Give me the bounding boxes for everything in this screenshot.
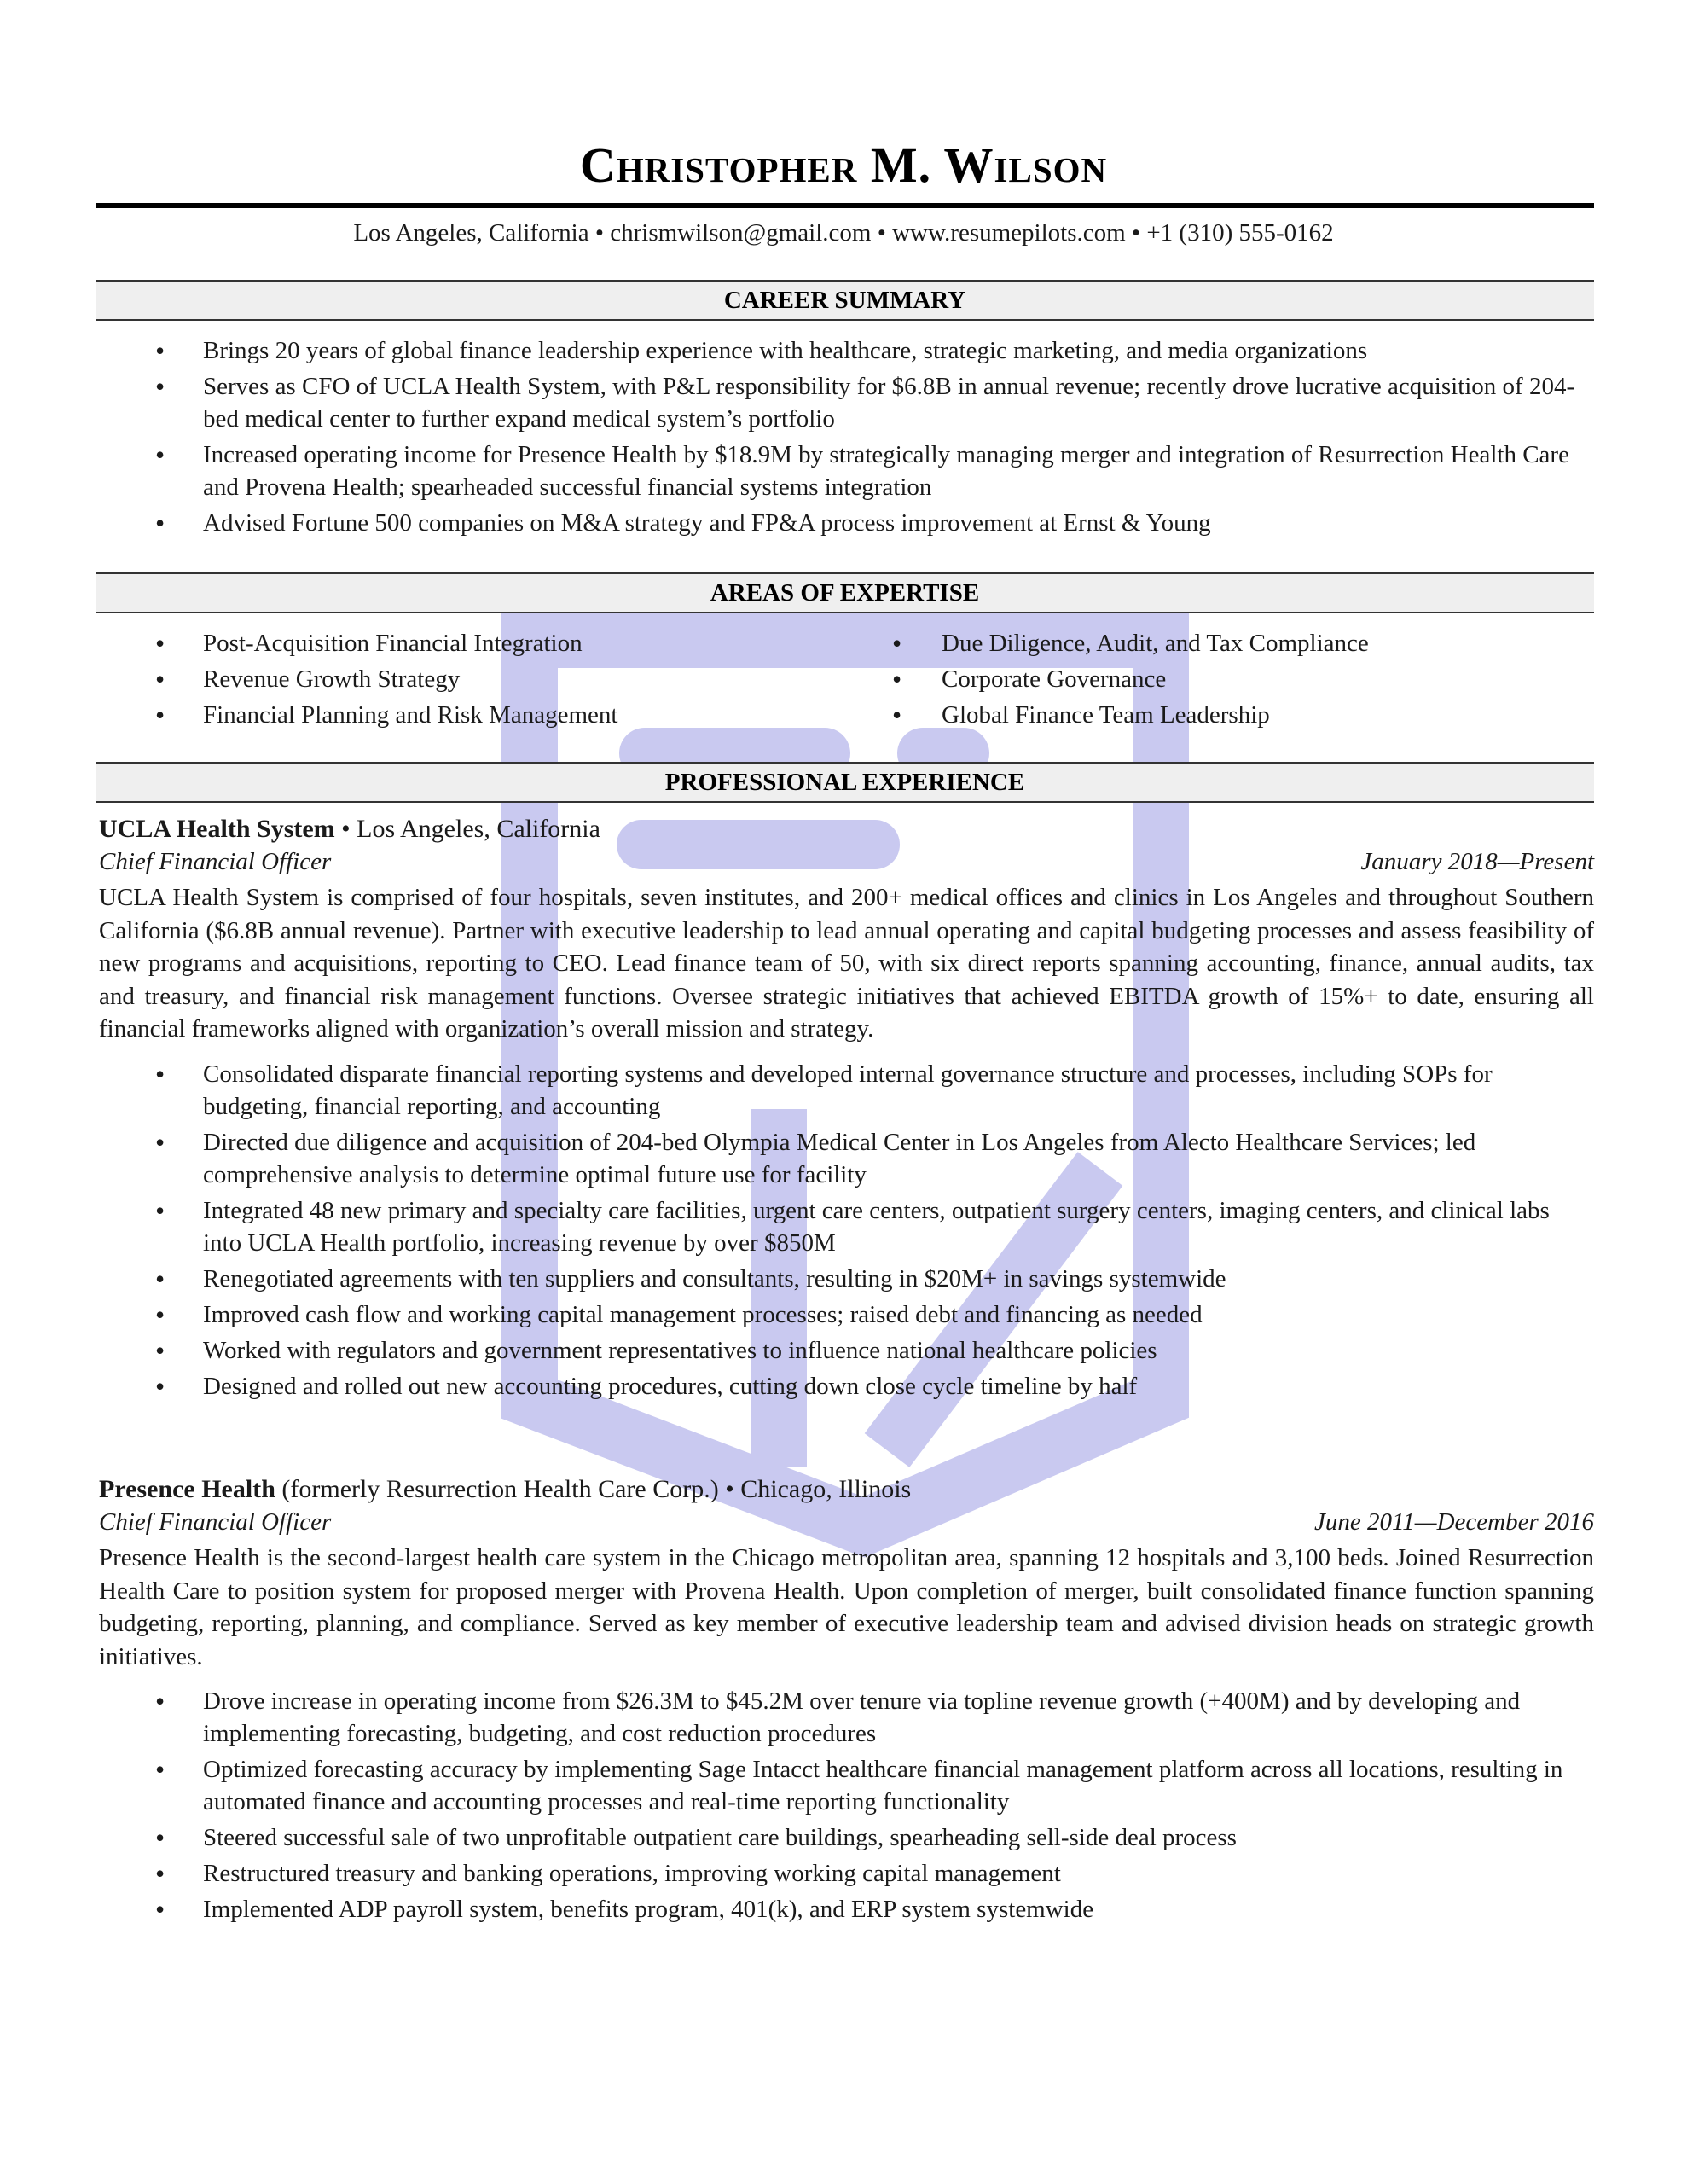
section-areas-of-expertise: AREAS OF EXPERTISE — [96, 572, 1594, 613]
list-item: • Optimized forecasting accuracy by implementing Sage Intacct healthcare financial management platform across all locations, resulting in automated finance and accounting processes and real-time reporting functionality — [99, 1753, 1594, 1818]
job-heading — [99, 1473, 1594, 1506]
job-title: Chief Financial Officer — [99, 1508, 332, 1536]
career-summary-list — [99, 334, 1594, 543]
list-item: • Integrated 48 new primary and specialty care facilities, urgent care centers, outpatient surgery centers, imaging centers, and clinical labs into UCLA Health portfolio, increasing revenue by over $850M — [99, 1194, 1594, 1259]
section-career-summary: CAREER SUMMARY — [96, 280, 1594, 321]
job-ucla — [99, 813, 1594, 1406]
job-heading — [99, 813, 1594, 845]
list-item: • Revenue Growth Strategy — [99, 663, 892, 695]
job-presence-health — [99, 1473, 1594, 1929]
list-item: • Financial Planning and Risk Management — [99, 699, 892, 731]
list-item: • Improved cash flow and working capital management processes; raised debt and financing as needed — [99, 1298, 1594, 1331]
list-item: • Designed and rolled out new accounting procedures, cutting down close cycle timeline by half — [99, 1370, 1594, 1403]
job-description: UCLA Health System is comprised of four hospitals, seven institutes, and 200+ medical offices and clinics in Los Angeles and throughout Southern California ($6.8B annual revenue). Partner with executive leadership to lead annual operating and capital budgeting processes and assess feasibility of new programs and acquisitions, reporting to CEO. Lead finance team of 50, with six direct reports spanning accounting, finance, annual audits, tax and treasury, and financial risk management functions. Oversee strategic initiatives that achieved EBITDA growth of 15%+ to date, ensuring all financial frameworks aligned with organization’s overall mission and strategy. — [99, 884, 1594, 1043]
job-title: Chief Financial Officer — [99, 848, 332, 875]
company-location: • Los Angeles, California — [334, 815, 600, 843]
list-item: • Renegotiated agreements with ten suppliers and consultants, resulting in $20M+ in savings systemwide — [99, 1263, 1594, 1295]
list-item: • Corporate Governance — [892, 663, 1369, 695]
expertise-list — [99, 627, 1594, 735]
list-item: • Worked with regulators and government representatives to influence national healthcare policies — [99, 1334, 1594, 1367]
list-item: • Global Finance Team Leadership — [892, 699, 1369, 731]
list-item: • Increased operating income for Presence Health by $18.9M by strategically managing merger and integration of Resurrection Health Care and Provena Health; spearheaded successful financial systems integration — [99, 439, 1594, 503]
list-item: • Serves as CFO of UCLA Health System, with P&L responsibility for $6.8B in annual revenue; recently drove lucrative acquisition of 204-bed medical center to further expand medical system’s portfolio — [99, 370, 1594, 435]
header-rule — [96, 203, 1594, 208]
list-item: • Consolidated disparate financial reporting systems and developed internal governance structure and processes, including SOPs for budgeting, financial reporting, and accounting — [99, 1058, 1594, 1123]
company-note: (formerly Resurrection Health Care Corp.) — [275, 1475, 719, 1503]
list-item: • Due Diligence, Audit, and Tax Compliance — [892, 627, 1369, 659]
contact-line: Los Angeles, California • chrismwilson@gmail.com • www.resumepilots.com • +1 (310) 555-0162 — [353, 219, 1334, 247]
list-item: • Restructured treasury and banking operations, improving working capital management — [99, 1857, 1594, 1890]
company-name: UCLA Health System — [99, 815, 335, 843]
list-item: • Drove increase in operating income from $26.3M to $45.2M over tenure via topline revenue growth (+400M) and by developing and implementing forecasting, budgeting, and cost reduction procedures — [99, 1685, 1594, 1750]
list-item: • Brings 20 years of global finance leadership experience with healthcare, strategic marketing, and media organizations — [99, 334, 1594, 367]
company-location: • Chicago, Illinois — [718, 1475, 912, 1503]
job-dates: January 2018—Present — [1360, 848, 1594, 875]
job-description: Presence Health is the second-largest health care system in the Chicago metropolitan area, spanning 12 hospitals and 3,100 beds. Joined Resurrection Health Care to position system for proposed merger with Provena Health. Upon completion of merger, built consolidated finance function spanning budgeting, reporting, planning, and compliance. Served as key member of executive leadership team and advised division heads on strategic growth initiatives. — [99, 1544, 1594, 1670]
job-dates: June 2011—December 2016 — [1313, 1508, 1594, 1536]
list-item: • Post-Acquisition Financial Integration — [99, 627, 892, 659]
company-name: Presence Health — [99, 1475, 275, 1503]
list-item: • Implemented ADP payroll system, benefits program, 401(k), and ERP system systemwide — [99, 1893, 1594, 1926]
candidate-name: Christopher M. Wilson — [579, 137, 1108, 193]
list-item: • Advised Fortune 500 companies on M&A strategy and FP&A process improvement at Ernst & Young — [99, 507, 1594, 539]
list-item: • Directed due diligence and acquisition of 204-bed Olympia Medical Center in Los Angeles from Alecto Healthcare Services; led comprehensive analysis to determine optimal future use for facility — [99, 1126, 1594, 1191]
list-item: • Steered successful sale of two unprofitable outpatient care buildings, spearheading sell-side deal process — [99, 1821, 1594, 1854]
section-professional-experience: PROFESSIONAL EXPERIENCE — [96, 762, 1594, 803]
